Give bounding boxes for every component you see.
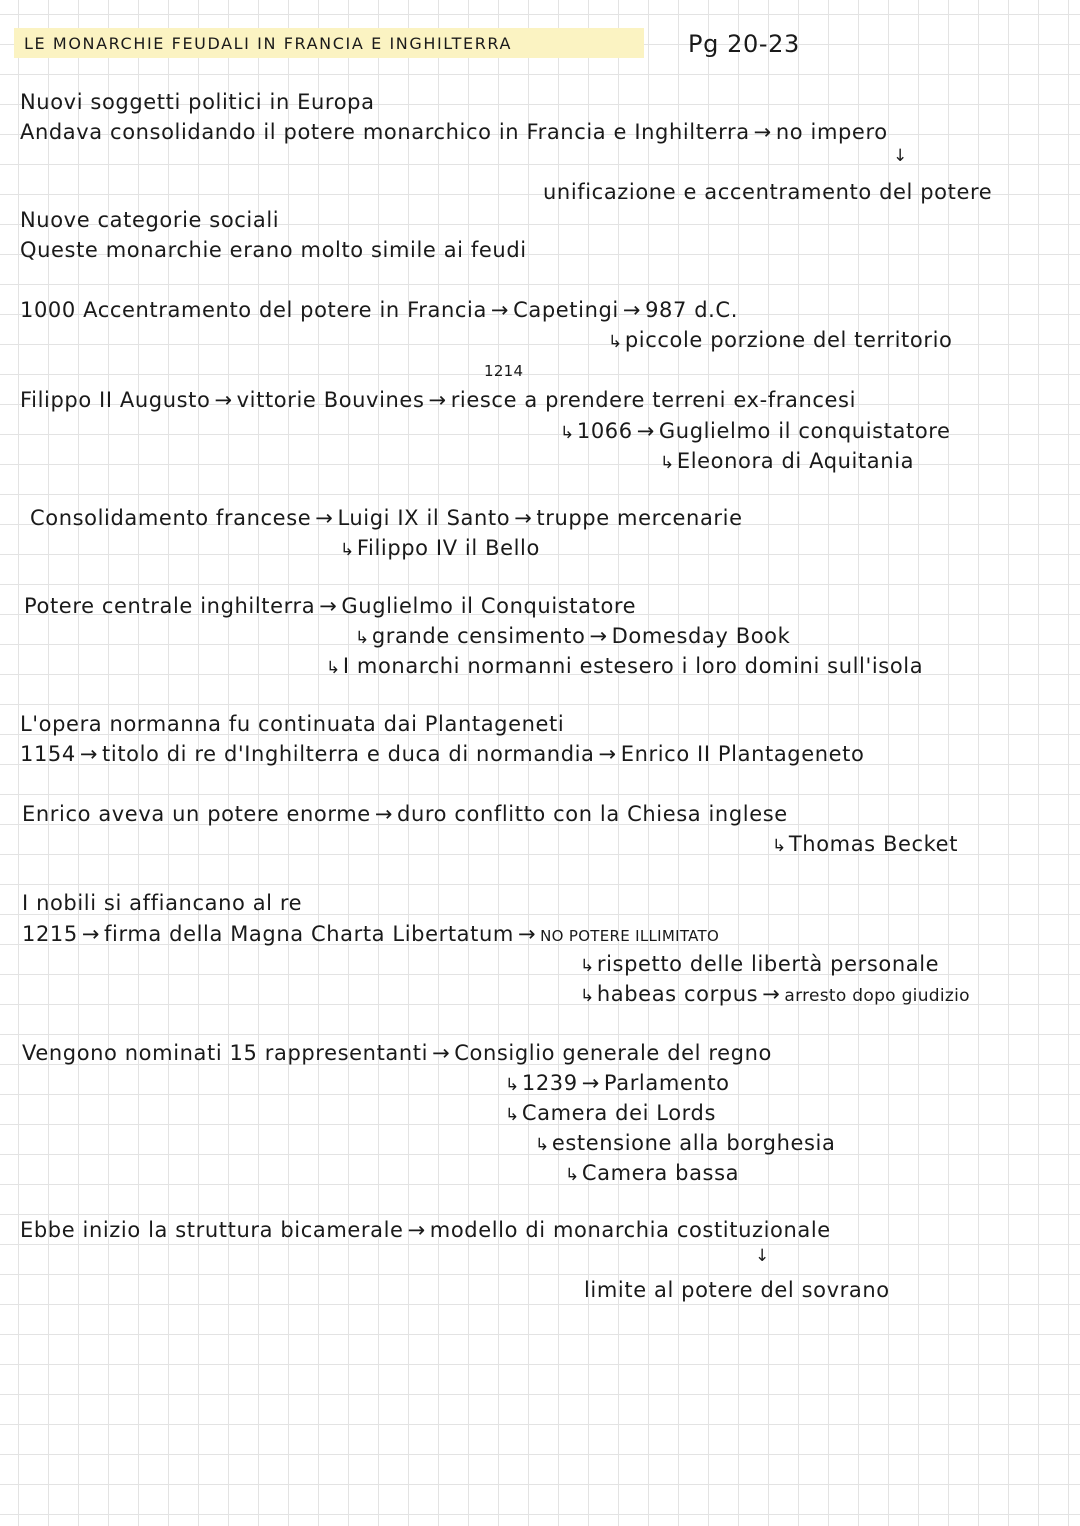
note-subline: ↳habeas corpus → arresto dopo giudizio <box>580 982 970 1006</box>
arrow-right-icon: → <box>622 298 642 322</box>
hook-arrow-icon: ↳ <box>580 986 595 1006</box>
arrow-right-icon: → <box>514 506 533 530</box>
hook-arrow-icon: ↳ <box>505 1105 520 1125</box>
hook-arrow-icon: ↳ <box>340 540 355 560</box>
note-line: Ebbe inizio la struttura bicamerale → modello di monarchia costituzionale <box>20 1218 831 1242</box>
note-line: Nuovi soggetti politici in Europa <box>20 90 375 114</box>
arrow-right-icon: → <box>589 624 608 648</box>
note-subline: ↳Filippo IV il Bello <box>340 536 540 560</box>
note-line: I nobili si affiancano al re <box>22 891 303 915</box>
note-line: Enrico aveva un potere enorme → duro conflitto con la Chiesa inglese <box>22 802 788 826</box>
note-line: Potere centrale inghilterra → Guglielmo il Conquistatore <box>24 594 637 618</box>
arrow-right-icon: → <box>374 802 394 826</box>
hook-arrow-icon: ↳ <box>608 332 623 352</box>
arrow-right-icon: → <box>319 594 338 618</box>
arrow-right-icon: → <box>428 388 447 412</box>
arrow-right-icon: → <box>517 922 537 946</box>
arrow-right-icon: → <box>214 388 233 412</box>
hook-arrow-icon: ↳ <box>326 658 341 678</box>
hook-arrow-icon: ↳ <box>560 423 575 443</box>
hook-arrow-icon: ↳ <box>565 1165 580 1185</box>
hook-arrow-icon: ↳ <box>505 1075 520 1095</box>
arrow-right-icon: → <box>407 1218 426 1242</box>
arrow-right-icon: → <box>753 120 772 144</box>
note-line: unificazione e accentramento del potere <box>543 180 993 204</box>
note-line: limite al potere del sovrano <box>584 1278 890 1302</box>
note-line: 1154 → titolo di re d'Inghilterra e duca di normandia → Enrico II Plantageneto <box>20 742 865 766</box>
note-line: Nuove categorie sociali <box>20 208 280 232</box>
note-line: Vengono nominati 15 rappresentanti → Consiglio generale del regno <box>22 1041 772 1065</box>
hook-arrow-icon: ↳ <box>580 956 595 976</box>
arrow-right-icon: → <box>581 1071 600 1095</box>
arrow-right-icon: → <box>636 419 655 443</box>
hook-arrow-icon: ↳ <box>535 1135 550 1155</box>
note-line: L'opera normanna fu continuata dai Plantageneti <box>20 712 565 736</box>
note-subline: ↳1066 → Guglielmo il conquistatore <box>560 419 951 443</box>
note-year: 1214 <box>484 362 524 380</box>
note-line: Andava consolidando il potere monarchico in Francia e Inghilterra → no impero <box>20 120 888 144</box>
page-reference: Pg 20-23 <box>688 30 800 58</box>
arrow-right-icon: → <box>490 298 510 322</box>
note-subline: ↳Camera bassa <box>565 1161 740 1185</box>
note-subline: ↳Camera dei Lords <box>505 1101 717 1125</box>
arrow-right-icon: → <box>315 506 334 530</box>
page-title: LE MONARCHIE FEUDALI IN FRANCIA E INGHILTERRA <box>24 34 513 53</box>
hook-arrow-icon: ↳ <box>660 453 675 473</box>
note-subline: ↳piccole porzione del territorio <box>608 328 953 352</box>
note-subline: ↳I monarchi normanni estesero i loro domini sull'isola <box>326 654 924 678</box>
arrow-right-icon: → <box>598 742 617 766</box>
hook-arrow-icon: ↳ <box>355 628 370 648</box>
note-line: Queste monarchie erano molto simile ai feudi <box>20 238 527 262</box>
note-subline: ↳Thomas Becket <box>772 832 959 856</box>
arrow-right-icon: → <box>762 982 781 1006</box>
arrow-right-icon: → <box>432 1041 451 1065</box>
arrow-down-icon: ↓ <box>893 146 908 166</box>
note-line: 1000 Accentramento del potere in Francia → Capetingi → 987 d.C. <box>20 298 738 322</box>
arrow-right-icon: → <box>79 742 99 766</box>
note-line: 1215 → firma della Magna Charta Libertatum → NO POTERE ILLIMITATO <box>22 922 720 946</box>
note-line: Consolidamento francese → Luigi IX il Santo → truppe mercenarie <box>30 506 743 530</box>
note-subline: ↳1239 → Parlamento <box>505 1071 730 1095</box>
arrow-right-icon: → <box>81 922 101 946</box>
note-subline: ↳rispetto delle libertà personale <box>580 952 940 976</box>
arrow-down-icon: ↓ <box>755 1246 770 1266</box>
note-subline: ↳estensione alla borghesia <box>535 1131 836 1155</box>
note-subline: ↳grande censimento → Domesday Book <box>355 624 791 648</box>
note-line: Filippo II Augusto → vittorie Bouvines → riesce a prendere terreni ex-francesi <box>20 388 856 412</box>
hook-arrow-icon: ↳ <box>772 836 787 856</box>
note-subline: ↳Eleonora di Aquitania <box>660 449 915 473</box>
